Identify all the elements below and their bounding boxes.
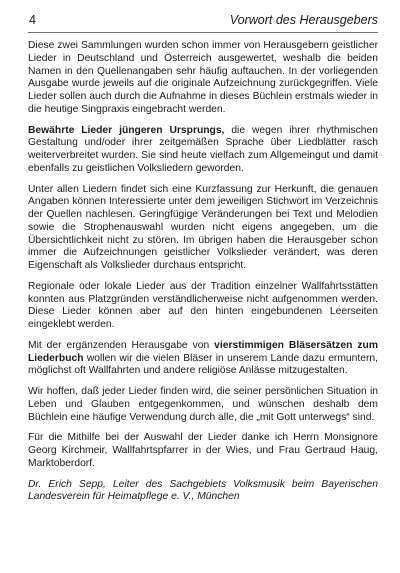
paragraph-newer-songs (28, 125, 378, 176)
running-title: Vorwort des Herausgebers (229, 13, 378, 27)
signature: Dr. Erich Sepp, Leiter des Sachgebiets Volksmusik beim Bayerischen Landesverein für Heimatpflege e. V., München (28, 478, 378, 503)
emphasis-brass-settings: vierstimmigen Bläsersätzen zum Liederbuch (28, 339, 378, 364)
emphasis-newer-songs: Bewährte Lieder jüngeren Ursprungs, (28, 124, 225, 136)
paragraph-brass-settings (28, 340, 378, 378)
paragraph-origin-notes: Unter allen Liedern findet sich eine Kurzfassung zur Herkunft, die genauen Angaben können Interessierte unter dem jeweiligen Stichwort im Verzeichnis der Quellen nachlesen. Geringfügige Veränderungen bei Text und Melodien sowie die Strophenauswahl wurden nicht eigens angegeben, um die Übersichtlichkeit nicht zu stören. Im übrigen haben die Herausgeber schon immer die Aufzeichnungen geistlicher Volkslieder verändert, was deren Eigenschaft als Volkslieder durchaus entspricht. (28, 183, 378, 271)
page-body (28, 40, 378, 512)
paragraph-regional-songs: Regionale oder lokale Lieder aus der Tradition einzelner Wallfahrtsstätten konnten aus Platzgründen verständlicherweise nicht aufgenommen werden. Diese Lieder können aber auf den hinten eingebundenen Leerseiten eingeklebt werden. (28, 280, 378, 330)
paragraph-brass-text: wollen wir die vielen Bläser in unserem Lande dazu ermuntern, möglichst oft Wallfahrten und andere religiöse Anlässe mitzugestalten. (28, 352, 378, 377)
paragraph-newer-songs-text: die wegen ihrer rhythmischen Gestaltung und/oder ihrer zeitgemäßen Sprache über Liedblätter rasch weiterverbreitet wurden. Sie sind heute vielfach zum Allgemeingut und damit ebenfalls zu geistlichen Volksliedern geworden. (28, 124, 378, 174)
paragraph-brass-intro: Mit der ergänzenden Herausgabe von (28, 339, 215, 351)
page-number: 4 (29, 13, 36, 27)
paragraph-wishes: Wir hoffen, daß jeder Lieder finden wird, die seiner persönlichen Situation in Leben und Glauben entgegenkommen, und wünschen deshalb dem Büchlein eine häufige Verwendung durch alle, die „mit Gott unterwegs“ sind. (28, 386, 378, 423)
paragraph-thanks: Für die Mithilfe bei der Auswahl der Lieder danke ich Herrn Monsignore Georg Kirchmeir, Wallfahrtspfarrer in der Wies, und Frau Gertraud Haug, Marktoberdorf. (28, 432, 378, 469)
paragraph-sources: Diese zwei Sammlungen wurden schon immer von Herausgebern geistlicher Lieder in Deutschland und Österreich ausgewertet, weshalb die beiden Namen in den Quellenangaben sehr häufig auftauchen. In der vorliegenden Ausgabe wurde jeweils auf die originale Aufzeichnung zurückgegriffen. Viele Lieder sollen auch durch die Aufnahme in dieses Büchlein erstmals wieder in die heutige Singpraxis eingebracht werden. (28, 40, 378, 115)
page-header (28, 10, 378, 33)
